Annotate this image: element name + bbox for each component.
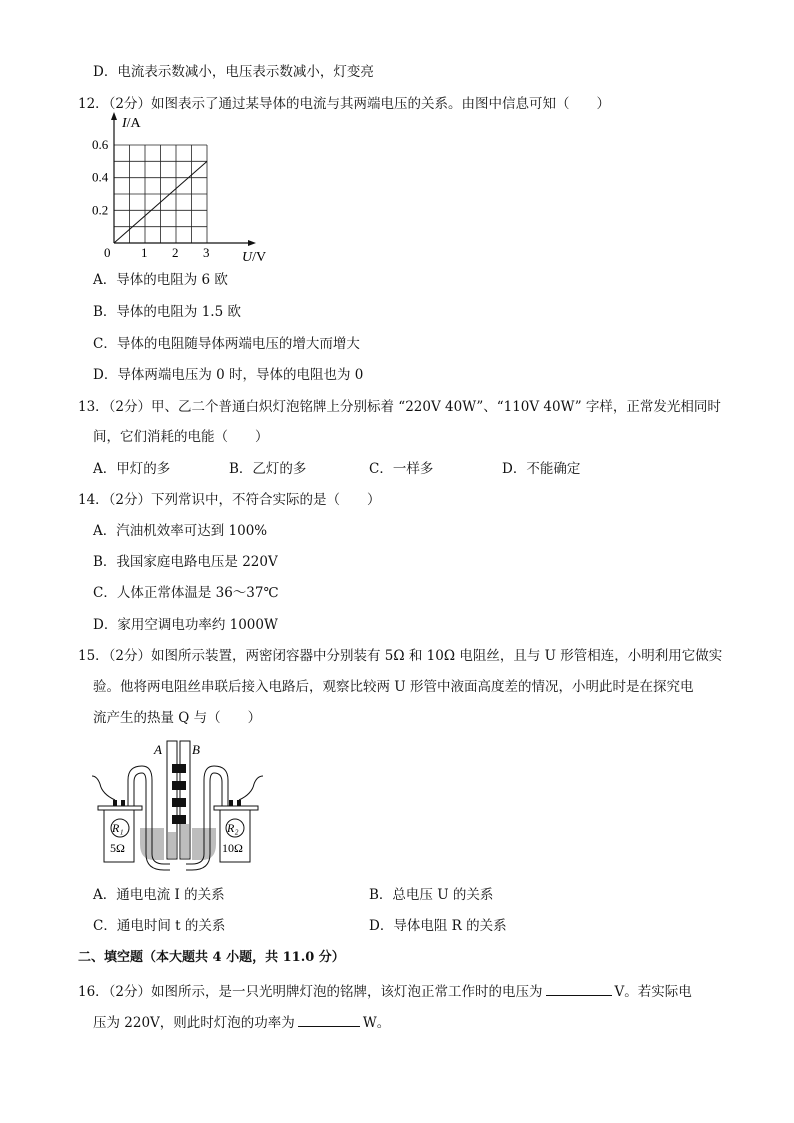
y-tick-label: 0.2: [92, 202, 109, 218]
y-axis-label: I/A: [122, 116, 141, 131]
x-axis-arrow: [248, 240, 256, 246]
q13-stem-line1: 13．（2分）甲、乙二个普通白炽灯泡铭牌上分别标着 “220V 40W”、“110V 40W” 字样，正常发光相同时: [78, 399, 721, 415]
container-lid-left: [98, 806, 142, 810]
y-axis-arrow: [111, 112, 117, 120]
terminal: [237, 800, 241, 806]
q16-line1-text: 16．（2分）如图所示，是一只光明牌灯泡的铭牌，该灯泡正常工作时的电压为: [78, 984, 543, 1000]
q13-option-d: D．不能确定: [502, 461, 581, 477]
label-r1-value: 5Ω: [110, 841, 125, 855]
q12-option-d: D．导体两端电压为 0 时，导体的电阻也为 0: [93, 367, 364, 383]
q15-stem-line3: 流产生的热量 Q 与（ ）: [93, 710, 262, 726]
q15-stem-line2: 验。他将两电阻丝串联后接入电路后，观察比较两 U 形管中液面高度差的情况，小明此时是在探究电: [93, 679, 694, 695]
q16-line2-text: 压为 220V，则此时灯泡的功率为: [93, 1015, 295, 1031]
q14-option-c: C．人体正常体温是 36～37℃: [93, 585, 279, 601]
y-tick-label: 0.4: [92, 169, 109, 185]
section2-heading: 二、填空题（本大题共 4 小题，共 11.0 分）: [78, 950, 345, 965]
iu-chart: [80, 112, 280, 270]
scale-mark: [172, 798, 186, 807]
gauge-fill-a: [168, 832, 176, 858]
q15-stem-line1: 15．（2分）如图所示装置，两密闭容器中分别装有 5Ω 和 10Ω 电阻丝，且与 U 形管相连，小明利用它做实: [78, 648, 723, 664]
x-tick-label: 2: [172, 245, 179, 260]
q16-line2: [93, 1012, 390, 1032]
wire: [92, 776, 115, 800]
origin-label: 0: [104, 245, 111, 260]
scale-mark: [172, 764, 186, 773]
q12-stem: 12．（2分）如图表示了通过某导体的电流与其两端电压的关系。由图中信息可知（ ）: [78, 96, 611, 112]
scale-mark: [172, 781, 186, 790]
q11-option-d: D．电流表示数减小，电压表示数减小，灯变亮: [93, 64, 374, 80]
q15-option-b: B．总电压 U 的关系: [369, 887, 494, 903]
q16-blank-power[interactable]: [298, 1012, 360, 1027]
q14-option-b: B．我国家庭电路电压是 220V: [93, 554, 278, 570]
q14-option-d: D．家用空调电功率约 1000W: [93, 617, 278, 633]
wire: [239, 776, 263, 800]
x-tick-label: 1: [141, 245, 148, 260]
terminal: [113, 800, 117, 806]
q15-option-d: D．导体电阻 R 的关系: [369, 918, 507, 934]
q16-line1: [78, 981, 692, 1001]
terminal: [121, 800, 125, 806]
q13-stem-line2: 间，它们消耗的电能（ ）: [93, 429, 269, 445]
q12-option-b: B．导体的电阻为 1.5 欧: [93, 304, 241, 320]
label-r2-value: 10Ω: [222, 841, 243, 855]
chart-grid: [114, 145, 207, 243]
q13-option-b: B．乙灯的多: [229, 461, 307, 477]
q13-option-c: C．一样多: [369, 461, 434, 477]
y-tick-label: 0.6: [92, 137, 109, 152]
scale-mark: [172, 815, 186, 824]
terminal: [229, 800, 233, 806]
q12-option-c: C．导体的电阻随导体两端电压的增大而增大: [93, 336, 360, 352]
q15-option-a: A．通电电流 I 的关系: [93, 887, 225, 903]
q13-option-a: A．甲灯的多: [93, 461, 171, 477]
q12-option-a: A．导体的电阻为 6 欧: [93, 272, 228, 288]
container-lid-right: [214, 806, 258, 810]
q14-option-a: A．汽油机效率可达到 100%: [93, 523, 268, 539]
label-r2: R₂: [227, 821, 239, 835]
x-axis-label: U/V: [242, 250, 267, 265]
label-r1: R₁: [112, 821, 124, 835]
x-tick-label: 3: [203, 245, 210, 260]
q15-option-c: C．通电时间 t 的关系: [93, 918, 226, 934]
q16-blank-voltage[interactable]: [546, 981, 612, 996]
u-tube-apparatus: [88, 736, 268, 871]
gauge-fill-b: [181, 824, 189, 858]
q16-line1-tail: V。若实际电: [614, 984, 692, 1000]
q16-line2-tail: W。: [362, 1015, 391, 1031]
label-b: B: [192, 742, 200, 757]
q14-stem: 14．（2分）下列常识中，不符合实际的是（ ）: [78, 492, 381, 508]
label-a: A: [154, 742, 162, 757]
